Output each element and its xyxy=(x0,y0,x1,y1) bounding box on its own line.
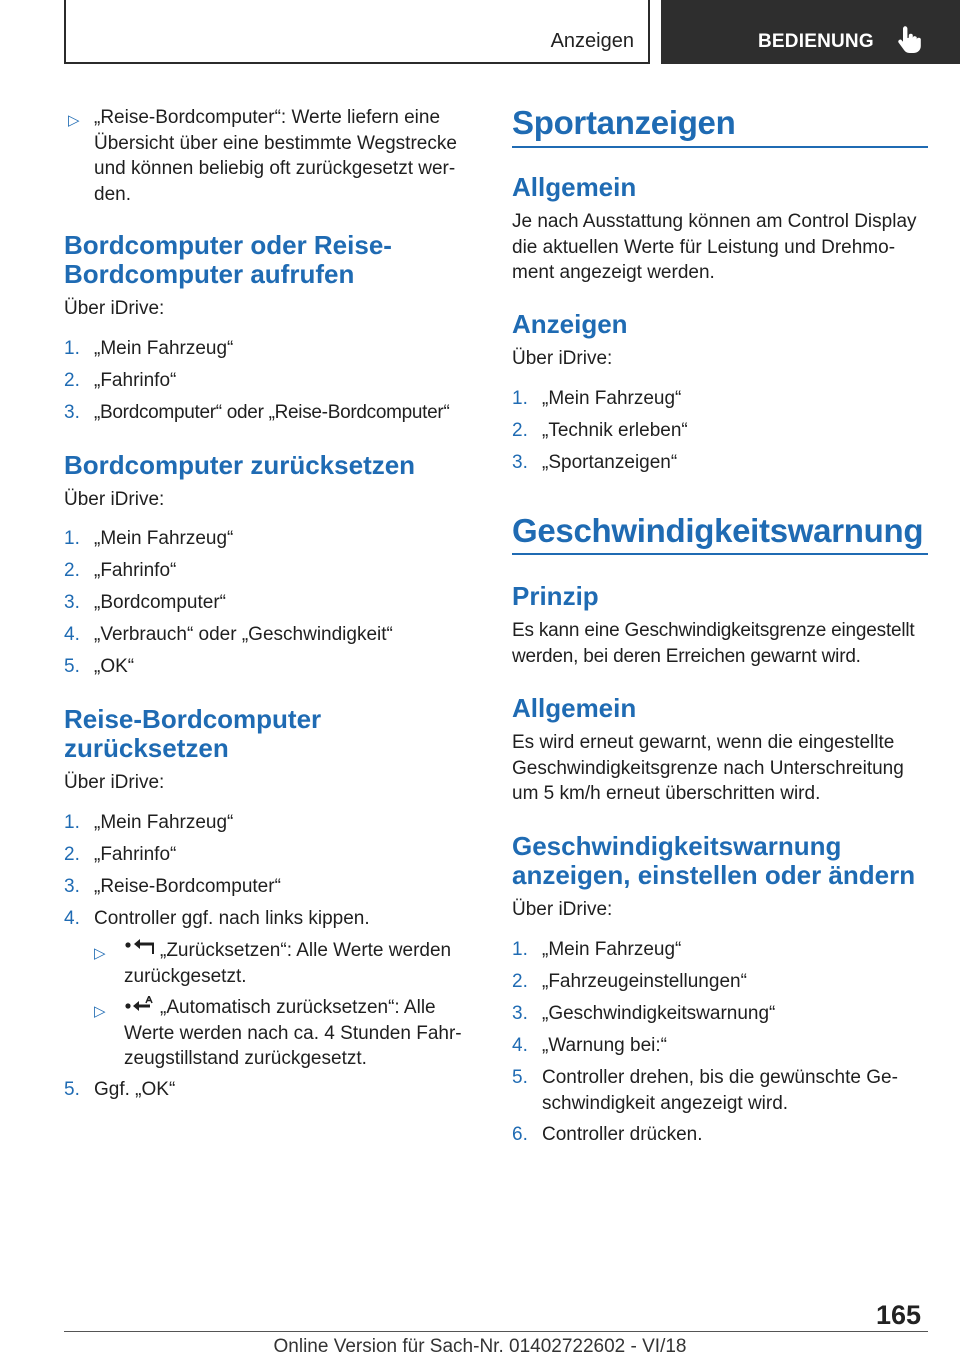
list-item: 5. Controller drehen, bis die gewünschte Ge-schwindigkeit angezeigt wird. xyxy=(512,1067,898,1114)
list-item: 2. „Fahrinfo“ xyxy=(64,560,177,581)
intro-bullet-text: „Reise-Bordcomputer“: Werte liefern eine Übersicht über eine bestimmte Wegstrecke und können beliebig oft zurückgesetzt wer-den. xyxy=(94,107,457,205)
footer-online-version: Online Version für Sach-Nr. 01402722602 - VI/18 xyxy=(273,1336,687,1357)
via-idrive-label: Über iDrive: xyxy=(64,298,165,319)
list-item: 1. „Mein Fahrzeug“ xyxy=(64,338,234,359)
via-idrive-label: Über iDrive: xyxy=(64,772,165,793)
via-idrive-label: Über iDrive: xyxy=(64,489,165,510)
list-item: 3. „Reise-Bordcomputer“ xyxy=(64,876,281,897)
list-item: 1. „Mein Fahrzeug“ xyxy=(64,812,234,833)
list-item: 2. „Fahrzeugeinstellungen“ xyxy=(512,971,747,992)
subheading-allgemein: Allgemein xyxy=(512,693,637,723)
list-item: 2. „Fahrinfo“ xyxy=(64,370,177,391)
page-number: 165 xyxy=(876,1300,922,1330)
list-item: 2. „Fahrinfo“ xyxy=(64,844,177,865)
list-item: 2. „Technik erleben“ xyxy=(512,420,688,441)
heading-rule xyxy=(512,553,928,555)
bullet-triangle-icon: ▷ xyxy=(94,1003,106,1020)
paragraph-principle: Es kann eine Geschwindigkeitsgrenze eingestellt werden, bei deren Erreichen gewarnt wird. xyxy=(512,620,915,667)
list-item: 1. „Mein Fahrzeug“ xyxy=(512,939,682,960)
bullet-triangle-icon: ▷ xyxy=(94,945,106,962)
reset-arrow-icon xyxy=(124,939,156,959)
subheading-speed-warning-settings: Geschwindigkeitswarnung anzeigen, einstellen oder ändern xyxy=(512,831,916,890)
list-item: 5. Ggf. „OK“ xyxy=(64,1079,176,1100)
subheading-allgemein: Allgemein xyxy=(512,172,637,202)
sub-bullet-reset: „Zurücksetzen“: Alle Werte werden zurückgesetzt. xyxy=(124,940,452,987)
section-title-reise-bordcomputer-zuruecksetzen: Reise-Bordcomputer zurücksetzen xyxy=(64,704,322,763)
footer-rule xyxy=(64,1331,928,1332)
heading-rule xyxy=(512,146,928,148)
list-item: 1. „Mein Fahrzeug“ xyxy=(64,528,234,549)
via-idrive-label: Über iDrive: xyxy=(512,899,613,920)
heading-sportanzeigen: Sportanzeigen xyxy=(512,104,736,141)
via-idrive-label: Über iDrive: xyxy=(512,348,613,369)
heading-geschwindigkeitswarnung: Geschwindigkeitswarnung xyxy=(512,512,924,549)
list-item: 3. „Bordcomputer“ oder „Reise-Bordcomputer“ xyxy=(64,402,450,423)
subheading-anzeigen: Anzeigen xyxy=(512,309,628,339)
section-label: Anzeigen xyxy=(550,30,634,52)
chapter-label: BEDIENUNG xyxy=(758,31,874,52)
section-title-bordcomputer-aufrufen: Bordcomputer oder Reise- Bordcomputer aufrufen xyxy=(64,230,392,289)
auto-reset-arrow-icon xyxy=(124,996,156,1016)
list-item: 3. „Geschwindigkeitswarnung“ xyxy=(512,1003,776,1024)
sub-bullet-auto-reset: „Automatisch zurücksetzen“: Alle Werte werden nach ca. 4 Stunden Fahr-zeugstillstand zurückgesetzt. xyxy=(124,997,462,1069)
header-section-tab xyxy=(64,0,650,64)
bullet-triangle-icon: ▷ xyxy=(68,112,80,129)
header-chapter-tab xyxy=(661,0,960,64)
list-item: 1. „Mein Fahrzeug“ xyxy=(512,388,682,409)
pointing-hand-icon xyxy=(897,26,923,54)
list-item: 4. „Verbrauch“ oder „Geschwindigkeit“ xyxy=(64,624,393,645)
paragraph-sport-general: Je nach Ausstattung können am Control Display die aktuellen Werte für Leistung und Drehmo-ment angezeigt werden. xyxy=(512,211,917,283)
subheading-prinzip: Prinzip xyxy=(512,581,599,611)
list-item: 4. „Warnung bei:“ xyxy=(512,1035,667,1056)
section-title-bordcomputer-zuruecksetzen: Bordcomputer zurücksetzen xyxy=(64,450,416,480)
list-item: 5. „OK“ xyxy=(64,656,135,677)
list-item: 6. Controller drücken. xyxy=(512,1124,703,1145)
list-item: 3. „Bordcomputer“ xyxy=(64,592,226,613)
list-item: 3. „Sportanzeigen“ xyxy=(512,452,678,473)
paragraph-speed-general: Es wird erneut gewarnt, wenn die eingestellte Geschwindigkeitsgrenze nach Unterschreitung um 5 km/h erneut überschritten wird. xyxy=(512,732,904,804)
list-item: 4. Controller ggf. nach links kippen. xyxy=(64,908,370,929)
